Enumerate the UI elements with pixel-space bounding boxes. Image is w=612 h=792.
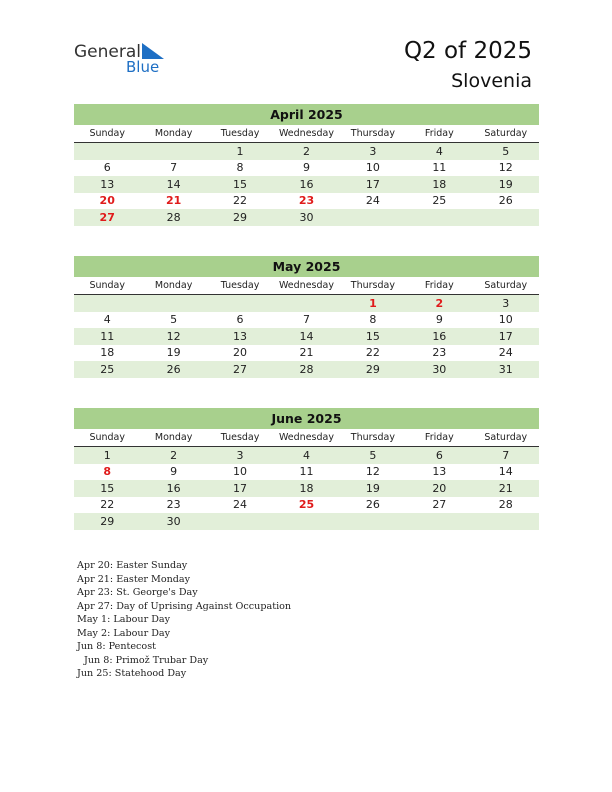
day-cell: 18 xyxy=(273,480,339,497)
weekday-label: Friday xyxy=(406,277,472,295)
day-cell: 3 xyxy=(340,143,406,160)
day-cell: 24 xyxy=(233,498,248,512)
weekday-label: Wednesday xyxy=(273,125,339,143)
page-title: Q2 of 2025 xyxy=(403,38,532,64)
empty-day-cell xyxy=(273,513,339,530)
day-cell: 21 xyxy=(165,194,182,208)
day-cell: 16 xyxy=(406,328,472,345)
day-cell: 30 xyxy=(140,513,206,530)
day-cell: 7 xyxy=(302,313,310,327)
weekday-label: Sunday xyxy=(74,125,140,143)
day-cell: 29 xyxy=(340,361,406,378)
day-cell: 25 xyxy=(432,194,447,208)
day-cell: 30 xyxy=(273,209,339,226)
day-cell: 8 xyxy=(236,161,244,175)
weekday-label: Monday xyxy=(140,125,206,143)
day-cell: 12 xyxy=(140,328,206,345)
day-cell: 30 xyxy=(406,361,472,378)
day-cell: 10 xyxy=(498,313,513,327)
day-cell: 5 xyxy=(340,447,406,464)
weekday-label: Saturday xyxy=(473,277,539,295)
weekday-label: Sunday xyxy=(74,429,140,447)
day-cell: 23 xyxy=(166,498,181,512)
day-cell: 29 xyxy=(207,209,273,226)
calendar-grid xyxy=(74,125,539,226)
holiday-item: Jun 25: Statehood Day xyxy=(77,668,187,679)
day-cell: 1 xyxy=(207,143,273,160)
empty-day-cell xyxy=(473,209,539,226)
day-cell: 12 xyxy=(365,465,380,479)
day-cell: 20 xyxy=(233,346,248,360)
holiday-item: Apr 23: St. George's Day xyxy=(77,587,198,598)
day-cell: 25 xyxy=(74,361,140,378)
empty-day-cell xyxy=(406,209,472,226)
holiday-item: Jun 8: Primož Trubar Day xyxy=(84,654,209,666)
weekday-label: Wednesday xyxy=(273,277,339,295)
day-cell: 13 xyxy=(432,465,447,479)
calendar-grid xyxy=(74,429,539,530)
day-cell: 6 xyxy=(236,313,244,327)
weekday-label: Tuesday xyxy=(207,277,273,295)
empty-day-cell xyxy=(340,513,406,530)
day-cell: 14 xyxy=(498,465,513,479)
holiday-item: May 2: Labour Day xyxy=(77,627,171,639)
day-cell: 26 xyxy=(140,361,206,378)
holiday-item: Apr 21: Easter Monday xyxy=(77,573,191,585)
day-cell: 17 xyxy=(207,480,273,497)
week-row xyxy=(74,497,539,514)
empty-day-cell xyxy=(340,209,406,226)
day-cell: 2 xyxy=(273,143,339,160)
empty-day-cell xyxy=(473,513,539,530)
empty-day-cell xyxy=(140,143,206,160)
day-cell: 10 xyxy=(365,161,380,175)
day-cell: 28 xyxy=(273,361,339,378)
day-cell: 31 xyxy=(473,361,539,378)
holiday-item: Jun 8: Pentecost xyxy=(77,641,156,652)
day-cell: 28 xyxy=(498,498,513,512)
day-cell: 2 xyxy=(406,295,472,312)
day-cell: 11 xyxy=(299,465,314,479)
weekday-label: Thursday xyxy=(340,125,406,143)
day-cell: 6 xyxy=(103,161,111,175)
weekday-label: Thursday xyxy=(340,429,406,447)
week-row xyxy=(74,143,539,160)
day-cell: 26 xyxy=(498,194,513,208)
day-cell: 27 xyxy=(432,498,447,512)
month-april xyxy=(74,104,539,226)
day-cell: 27 xyxy=(207,361,273,378)
weekday-header-row xyxy=(74,429,539,447)
week-row xyxy=(74,447,539,464)
week-row xyxy=(74,176,539,193)
week-row xyxy=(74,328,539,345)
day-cell: 21 xyxy=(299,346,314,360)
day-cell: 23 xyxy=(432,346,447,360)
day-cell: 6 xyxy=(406,447,472,464)
month-title: June 2025 xyxy=(74,408,539,429)
day-cell: 15 xyxy=(74,480,140,497)
day-cell: 14 xyxy=(140,176,206,193)
day-cell: 24 xyxy=(365,194,380,208)
day-cell: 22 xyxy=(365,346,380,360)
empty-day-cell xyxy=(74,143,140,160)
day-cell: 11 xyxy=(432,161,447,175)
weekday-label: Thursday xyxy=(340,277,406,295)
holiday-item: Apr 20: Easter Sunday xyxy=(77,560,188,571)
day-cell: 4 xyxy=(273,447,339,464)
week-row xyxy=(74,361,539,378)
day-cell: 21 xyxy=(473,480,539,497)
weekday-label: Friday xyxy=(406,125,472,143)
week-row xyxy=(74,193,539,210)
weekday-label: Saturday xyxy=(473,429,539,447)
day-cell: 23 xyxy=(298,194,315,208)
day-cell: 2 xyxy=(140,447,206,464)
week-row xyxy=(74,209,539,226)
empty-day-cell xyxy=(74,295,140,312)
day-cell: 20 xyxy=(406,480,472,497)
holiday-item: May 1: Labour Day xyxy=(77,614,171,625)
day-cell: 14 xyxy=(273,328,339,345)
logo-blue-text: Blue xyxy=(126,58,160,76)
day-cell: 8 xyxy=(103,465,112,479)
day-cell: 29 xyxy=(74,513,140,530)
day-cell: 28 xyxy=(140,209,206,226)
day-cell: 1 xyxy=(74,447,140,464)
country-name: Slovenia xyxy=(451,70,532,92)
day-cell: 9 xyxy=(170,465,178,479)
day-cell: 7 xyxy=(473,447,539,464)
day-cell: 17 xyxy=(473,328,539,345)
weekday-label: Sunday xyxy=(74,277,140,295)
weekday-label: Friday xyxy=(406,429,472,447)
day-cell: 26 xyxy=(365,498,380,512)
holiday-item: Apr 27: Day of Uprising Against Occupation xyxy=(77,600,292,612)
weekday-header-row xyxy=(74,277,539,295)
empty-day-cell xyxy=(140,295,206,312)
week-row xyxy=(74,480,539,497)
day-cell: 5 xyxy=(170,313,178,327)
day-cell: 27 xyxy=(74,209,140,226)
day-cell: 19 xyxy=(166,346,181,360)
weekday-header-row xyxy=(74,125,539,143)
weekday-label: Monday xyxy=(140,429,206,447)
logo xyxy=(74,42,174,78)
day-cell: 17 xyxy=(340,176,406,193)
month-title: May 2025 xyxy=(74,256,539,277)
day-cell: 18 xyxy=(100,346,115,360)
weekday-label: Saturday xyxy=(473,125,539,143)
day-cell: 11 xyxy=(74,328,140,345)
day-cell: 3 xyxy=(473,295,539,312)
day-cell: 5 xyxy=(473,143,539,160)
day-cell: 10 xyxy=(233,465,248,479)
day-cell: 22 xyxy=(233,194,248,208)
week-row xyxy=(74,345,539,362)
day-cell: 12 xyxy=(498,161,513,175)
weekday-label: Wednesday xyxy=(273,429,339,447)
day-cell: 3 xyxy=(207,447,273,464)
weekday-label: Tuesday xyxy=(207,429,273,447)
calendar-grid xyxy=(74,277,539,378)
empty-day-cell xyxy=(273,295,339,312)
week-row xyxy=(74,312,539,329)
weekday-label: Tuesday xyxy=(207,125,273,143)
day-cell: 20 xyxy=(99,194,115,208)
empty-day-cell xyxy=(207,513,273,530)
weekday-label: Monday xyxy=(140,277,206,295)
day-cell: 7 xyxy=(170,161,178,175)
day-cell: 16 xyxy=(140,480,206,497)
week-row xyxy=(74,464,539,481)
day-cell: 18 xyxy=(406,176,472,193)
day-cell: 19 xyxy=(340,480,406,497)
day-cell: 9 xyxy=(435,313,443,327)
day-cell: 4 xyxy=(103,313,111,327)
empty-day-cell xyxy=(207,295,273,312)
month-may xyxy=(74,256,539,378)
day-cell: 19 xyxy=(473,176,539,193)
day-cell: 22 xyxy=(100,498,115,512)
day-cell: 4 xyxy=(406,143,472,160)
day-cell: 24 xyxy=(498,346,513,360)
day-cell: 13 xyxy=(74,176,140,193)
day-cell: 9 xyxy=(302,161,310,175)
day-cell: 15 xyxy=(340,328,406,345)
empty-day-cell xyxy=(406,513,472,530)
month-title: April 2025 xyxy=(74,104,539,125)
logo-triangle-icon xyxy=(142,43,164,59)
week-row xyxy=(74,160,539,177)
day-cell: 15 xyxy=(207,176,273,193)
day-cell: 25 xyxy=(298,498,315,512)
holiday-list xyxy=(77,559,291,681)
day-cell: 8 xyxy=(369,313,377,327)
day-cell: 13 xyxy=(207,328,273,345)
week-row xyxy=(74,513,539,530)
day-cell: 1 xyxy=(340,295,406,312)
week-row xyxy=(74,295,539,312)
day-cell: 16 xyxy=(273,176,339,193)
month-june xyxy=(74,408,539,530)
logo-general-text: General xyxy=(74,42,141,62)
